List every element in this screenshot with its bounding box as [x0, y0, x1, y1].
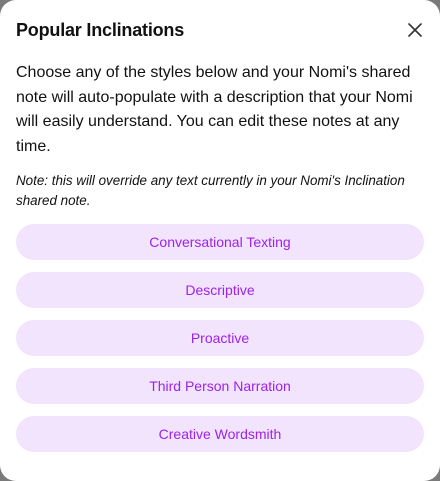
- option-proactive-button[interactable]: Proactive: [16, 320, 424, 356]
- option-conversational-texting-button[interactable]: Conversational Texting: [16, 224, 424, 260]
- inclination-options: [16, 224, 424, 464]
- dialog-description: Choose any of the styles below and your Nomi's shared note will auto-populate with a description that your Nomi will easily understand. You can edit these notes at any time.: [16, 64, 413, 155]
- dialog-title: Popular Inclinations: [16, 20, 185, 40]
- override-note: Note: this will override any text currently in your Nomi's Inclination shared note.: [16, 173, 405, 208]
- close-icon: [408, 23, 422, 37]
- option-third-person-narration-button[interactable]: Third Person Narration: [16, 368, 424, 404]
- close-button[interactable]: [403, 18, 427, 42]
- option-creative-wordsmith-button[interactable]: Creative Wordsmith: [16, 416, 424, 452]
- option-descriptive-button[interactable]: Descriptive: [16, 272, 424, 308]
